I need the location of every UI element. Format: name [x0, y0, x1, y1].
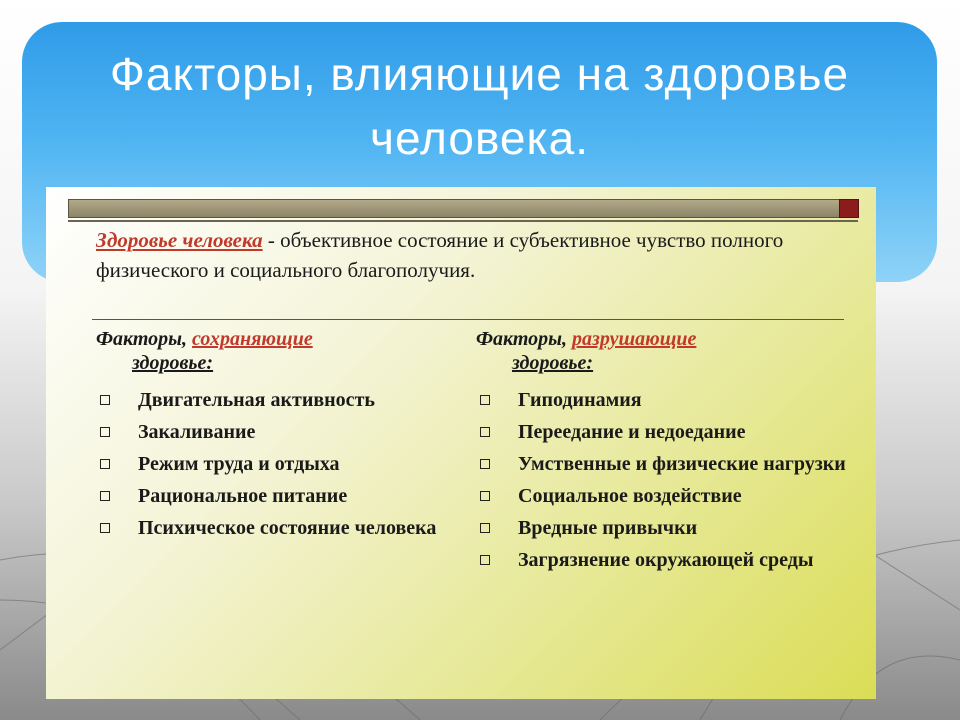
- bullet-square-icon: [100, 523, 110, 533]
- preserving-factors-heading: [96, 327, 486, 375]
- list-item: [476, 515, 856, 541]
- destroying-factors-heading: [476, 327, 856, 375]
- list-item-text: Режим труда и отдыха: [138, 453, 340, 475]
- bullet-square-icon: [480, 395, 490, 405]
- bullet-square-icon: [480, 459, 490, 469]
- heading-line2: здоровье:: [512, 352, 594, 374]
- content-slide: [46, 187, 876, 699]
- list-item-text: Вредные привычки: [518, 517, 698, 539]
- definition: [96, 225, 856, 285]
- list-item-text: Закаливание: [138, 421, 256, 443]
- slide-title: Факторы, влияющие на здоровье человека.: [109, 48, 850, 164]
- list-item-text: Социальное воздействие: [518, 485, 742, 507]
- list-item: [476, 387, 856, 413]
- list-item-text: Двигательная активность: [138, 389, 375, 411]
- list-item-text: Психическое состояние человека: [138, 517, 437, 539]
- bullet-square-icon: [100, 395, 110, 405]
- bullet-square-icon: [480, 427, 490, 437]
- list-item: [96, 515, 486, 541]
- destroying-factors-column: [476, 327, 856, 579]
- bullet-square-icon: [100, 459, 110, 469]
- heading-line2: здоровье:: [132, 352, 214, 374]
- list-item: [96, 483, 486, 509]
- list-item: [476, 547, 856, 573]
- definition-term: Здоровье человека: [96, 228, 263, 252]
- bullet-square-icon: [480, 555, 490, 565]
- bullet-square-icon: [100, 427, 110, 437]
- list-item-text: Умственные и физические нагрузки: [518, 453, 846, 475]
- list-item: [476, 451, 856, 477]
- preserving-factors-column: [96, 327, 486, 547]
- list-item-text: Переедание и недоедание: [518, 421, 746, 443]
- list-item-text: Гиподинамия: [518, 389, 642, 411]
- section-divider: [92, 319, 844, 320]
- list-item: [96, 451, 486, 477]
- header-bar: [68, 199, 840, 218]
- header-underline: [68, 220, 858, 222]
- bullet-square-icon: [480, 491, 490, 501]
- definition-text: - объективное состояние и субъективное чувство полного физического и социального благополучия.: [96, 228, 784, 282]
- list-item-text: Загрязнение окружающей среды: [518, 549, 814, 571]
- heading-prefix: Факторы,: [96, 328, 193, 350]
- heading-prefix: Факторы,: [476, 328, 573, 350]
- list-item: [96, 387, 486, 413]
- bullet-square-icon: [480, 523, 490, 533]
- preserving-factors-list: [96, 387, 486, 541]
- list-item: [96, 419, 486, 445]
- bullet-square-icon: [100, 491, 110, 501]
- list-item: [476, 419, 856, 445]
- destroying-factors-list: [476, 387, 856, 573]
- header-bar-accent: [839, 199, 859, 218]
- list-item-text: Рациональное питание: [138, 485, 348, 507]
- heading-accent: разрушающие: [572, 328, 697, 350]
- heading-accent: сохраняющие: [192, 328, 313, 350]
- list-item: [476, 483, 856, 509]
